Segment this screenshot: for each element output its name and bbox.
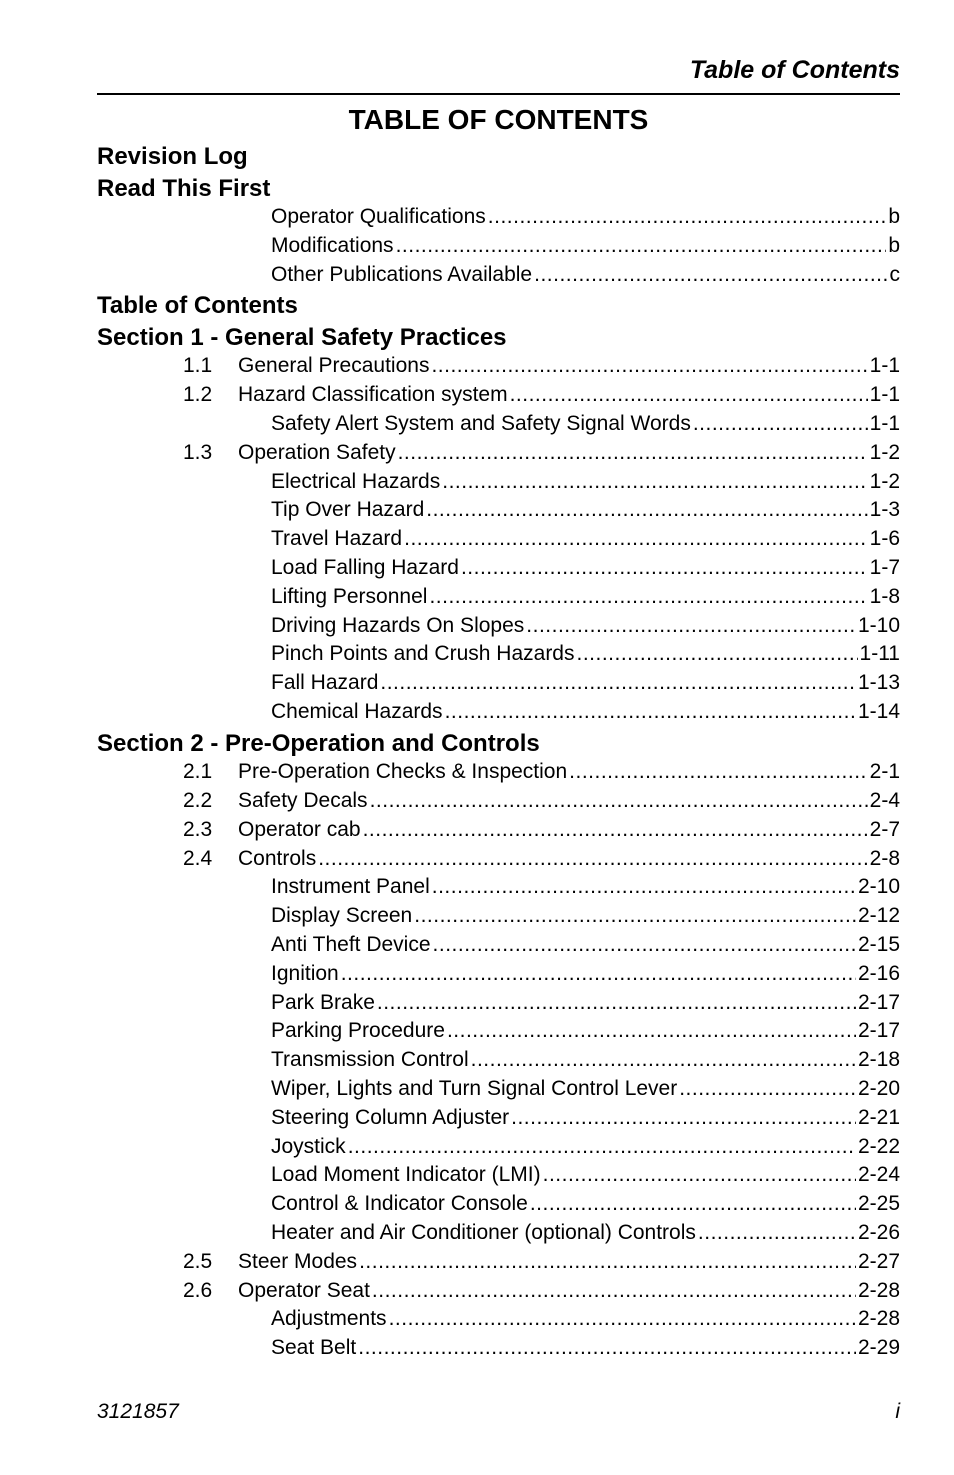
toc-entry[interactable] bbox=[97, 612, 900, 641]
dot-leader bbox=[358, 1336, 856, 1360]
dot-leader bbox=[445, 700, 856, 724]
page-number: i bbox=[895, 1400, 900, 1423]
toc-entry-line bbox=[271, 1106, 900, 1130]
toc-entry-page: 1-6 bbox=[869, 527, 900, 551]
toc-entry-line bbox=[271, 585, 900, 609]
toc-section-number: 2.6 bbox=[183, 1278, 213, 1302]
toc-entry-title: Load Falling Hazard bbox=[271, 555, 459, 579]
toc-entry-line bbox=[271, 933, 900, 957]
dot-leader bbox=[426, 498, 867, 522]
dot-leader bbox=[370, 789, 868, 813]
toc-entry-line bbox=[238, 383, 900, 407]
toc-entry-line bbox=[271, 962, 900, 986]
dot-leader bbox=[377, 991, 856, 1015]
toc-entry[interactable] bbox=[97, 525, 900, 554]
toc-entry-title: Lifting Personnel bbox=[271, 584, 428, 608]
toc-section-heading bbox=[97, 727, 900, 759]
toc-entry-page: 1-1 bbox=[869, 354, 900, 378]
toc-entry-page: 2-12 bbox=[857, 904, 900, 928]
toc-entry-title: Safety Alert System and Safety Signal Words bbox=[271, 411, 691, 435]
toc-entry-title: Electrical Hazards bbox=[271, 469, 441, 493]
dot-leader bbox=[569, 760, 867, 784]
toc-entry[interactable] bbox=[97, 1248, 900, 1277]
dot-leader bbox=[414, 904, 856, 928]
toc-entry-title: Other Publications Available bbox=[271, 262, 533, 286]
toc-section-number: 1.3 bbox=[183, 440, 213, 464]
toc-entry-title: Fall Hazard bbox=[271, 671, 379, 695]
dot-leader bbox=[693, 412, 868, 436]
page-title: TABLE OF CONTENTS bbox=[348, 104, 649, 135]
toc-entry-page: 2-26 bbox=[857, 1221, 900, 1244]
toc-entry-title: Pre-Operation Checks & Inspection bbox=[238, 760, 568, 784]
toc-entry-line bbox=[271, 671, 900, 695]
toc-entry-line bbox=[238, 354, 900, 378]
toc-entry-page: c bbox=[889, 262, 900, 286]
toc-heading-text: Section 1 - General Safety Practices bbox=[97, 323, 507, 351]
dot-leader bbox=[348, 1135, 856, 1159]
toc-entry-title: Controls bbox=[238, 846, 317, 870]
running-head: Table of Contents bbox=[689, 56, 900, 84]
toc-entry-line bbox=[271, 904, 900, 928]
toc-entry-page: 2-4 bbox=[869, 789, 900, 813]
toc-section-number: 2.2 bbox=[183, 789, 213, 813]
toc-entry[interactable] bbox=[97, 1075, 900, 1104]
toc-entry[interactable] bbox=[97, 1277, 900, 1306]
dot-leader bbox=[429, 585, 867, 609]
toc-entry-page: 2-18 bbox=[857, 1048, 900, 1072]
toc-entry-line bbox=[271, 1307, 900, 1331]
toc-entry[interactable] bbox=[97, 1219, 900, 1248]
toc-entry-title: Safety Decals bbox=[238, 789, 368, 813]
toc-entry[interactable] bbox=[97, 873, 900, 902]
toc-entry[interactable] bbox=[97, 1017, 900, 1046]
toc-entry[interactable] bbox=[97, 1334, 900, 1363]
toc-entry[interactable] bbox=[97, 232, 900, 261]
toc-entry-line bbox=[271, 1192, 900, 1216]
dot-leader bbox=[447, 1019, 856, 1043]
toc-entry[interactable] bbox=[97, 787, 900, 816]
toc-entry-line bbox=[238, 847, 900, 871]
toc-entry-title: Parking Procedure bbox=[271, 1019, 445, 1043]
toc-entry[interactable] bbox=[97, 989, 900, 1018]
dot-leader bbox=[372, 1279, 856, 1303]
toc-entry-page: b bbox=[888, 233, 900, 257]
toc-entry-title: Heater and Air Conditioner (optional) Controls bbox=[271, 1221, 696, 1244]
toc-entry-page: 2-10 bbox=[857, 875, 900, 899]
toc-entry-line bbox=[238, 818, 900, 842]
dot-leader bbox=[359, 1250, 856, 1274]
toc-entry-title: Hazard Classification system bbox=[238, 383, 508, 407]
toc-entry-page: 2-28 bbox=[857, 1278, 900, 1302]
toc-entry-line bbox=[238, 1250, 900, 1274]
toc-entry-line bbox=[271, 1019, 900, 1043]
toc-entry-page: 1-11 bbox=[859, 642, 900, 666]
toc-entry-page: 2-15 bbox=[857, 933, 900, 957]
toc-entry-page: 1-10 bbox=[857, 613, 900, 637]
toc-entry-page: 1-2 bbox=[869, 440, 900, 464]
dot-leader bbox=[396, 234, 887, 258]
toc-entry-page: 1-3 bbox=[869, 498, 900, 522]
toc-entry[interactable] bbox=[97, 845, 900, 874]
toc-entry-title: Travel Hazard bbox=[271, 527, 403, 551]
toc-entry[interactable] bbox=[97, 960, 900, 989]
toc-heading-text: Read This First bbox=[97, 174, 271, 202]
dot-leader bbox=[698, 1221, 856, 1245]
toc-entry[interactable] bbox=[97, 1305, 900, 1334]
toc-section-number: 2.4 bbox=[183, 846, 213, 870]
toc-entry-line bbox=[271, 1135, 900, 1159]
toc-section-heading bbox=[97, 140, 900, 172]
toc-entry-page: 2-28 bbox=[857, 1307, 900, 1331]
toc-entry-title: Seat Belt bbox=[271, 1336, 357, 1360]
toc-entry[interactable] bbox=[97, 203, 900, 232]
toc-entry-page: 2-24 bbox=[857, 1163, 900, 1187]
toc-entry-line bbox=[271, 1048, 900, 1072]
toc-entry[interactable] bbox=[97, 468, 900, 497]
toc-entry-title: Chemical Hazards bbox=[271, 699, 443, 723]
toc-entry-page: 1-1 bbox=[869, 411, 900, 435]
toc-entry-line bbox=[271, 556, 900, 580]
dot-leader bbox=[511, 1106, 856, 1130]
toc-entry-page: 1-13 bbox=[857, 671, 900, 695]
toc-entry[interactable] bbox=[97, 583, 900, 612]
header-rule bbox=[97, 93, 900, 95]
toc-entry[interactable] bbox=[97, 640, 900, 669]
toc-entry-title: Ignition bbox=[271, 961, 339, 985]
toc-entry-line bbox=[271, 614, 900, 638]
dot-leader bbox=[543, 1163, 856, 1187]
toc-entry-page: 2-17 bbox=[857, 990, 900, 1014]
toc-entry-title: Operator cab bbox=[238, 817, 361, 841]
toc-section-heading bbox=[97, 172, 900, 204]
toc-entry-line bbox=[271, 642, 900, 666]
toc-entry-line bbox=[271, 700, 900, 724]
dot-leader bbox=[398, 441, 868, 465]
toc-entry-title: Load Moment Indicator (LMI) bbox=[271, 1163, 541, 1187]
toc-entry-page: 2-29 bbox=[857, 1336, 900, 1360]
toc-entry-title: Steer Modes bbox=[238, 1249, 358, 1273]
toc-heading-text: Table of Contents bbox=[97, 292, 298, 320]
dot-leader bbox=[510, 383, 868, 407]
toc-entry[interactable] bbox=[97, 758, 900, 787]
dot-leader bbox=[433, 933, 856, 957]
dot-leader bbox=[431, 354, 867, 378]
toc-entry[interactable] bbox=[97, 931, 900, 960]
dot-leader bbox=[318, 847, 867, 871]
toc-entry-page: 2-8 bbox=[869, 846, 900, 870]
toc-entry[interactable] bbox=[97, 410, 900, 439]
toc-entry-page: 2-20 bbox=[857, 1077, 900, 1101]
toc-entry-page: 2-27 bbox=[857, 1249, 900, 1273]
dot-leader bbox=[530, 1192, 856, 1216]
toc-entry[interactable] bbox=[97, 1133, 900, 1162]
toc-entry-title: Pinch Points and Crush Hazards bbox=[271, 642, 575, 666]
toc-entry-title: Tip Over Hazard bbox=[271, 498, 425, 522]
toc-entry-title: Park Brake bbox=[271, 990, 375, 1014]
toc-entry[interactable] bbox=[97, 1190, 900, 1219]
toc-entry-title: Operator Qualifications bbox=[271, 205, 486, 228]
dot-leader bbox=[363, 818, 868, 842]
dot-leader bbox=[526, 614, 856, 638]
toc-entry[interactable] bbox=[97, 381, 900, 410]
toc-entry-title: Driving Hazards On Slopes bbox=[271, 613, 525, 637]
toc-entry[interactable] bbox=[97, 261, 900, 290]
dot-leader bbox=[442, 470, 867, 494]
toc-entry-page: 2-17 bbox=[857, 1019, 900, 1043]
toc-list bbox=[97, 140, 900, 1363]
toc-entry[interactable] bbox=[97, 698, 900, 727]
toc-section-heading bbox=[97, 321, 900, 353]
toc-entry-line bbox=[271, 412, 900, 436]
toc-section-number: 2.1 bbox=[183, 760, 213, 784]
toc-entry-page: 1-8 bbox=[869, 584, 900, 608]
toc-heading-text: Section 2 - Pre-Operation and Controls bbox=[97, 729, 540, 757]
toc-entry-line bbox=[271, 498, 900, 522]
toc-heading-text: Revision Log bbox=[97, 143, 248, 170]
dot-leader bbox=[341, 962, 856, 986]
toc-entry-title: Operator Seat bbox=[238, 1278, 370, 1302]
toc-entry[interactable] bbox=[97, 1161, 900, 1190]
toc-entry[interactable] bbox=[97, 1046, 900, 1075]
toc-entry[interactable] bbox=[97, 554, 900, 583]
toc-section-number: 2.5 bbox=[183, 1249, 213, 1273]
toc-entry-title: Anti Theft Device bbox=[271, 933, 431, 957]
toc-entry-title: Operation Safety bbox=[238, 440, 396, 464]
toc-entry-line bbox=[271, 205, 900, 229]
toc-section-number: 1.2 bbox=[183, 383, 213, 407]
dot-leader bbox=[432, 875, 856, 899]
toc-entry-title: Steering Column Adjuster bbox=[271, 1105, 510, 1129]
toc-entry-line bbox=[271, 875, 900, 899]
toc-entry-line bbox=[271, 234, 900, 258]
toc-section-number: 2.3 bbox=[183, 817, 213, 841]
toc-entry-page: 1-2 bbox=[869, 469, 900, 493]
toc-entry[interactable] bbox=[97, 1104, 900, 1133]
toc-entry-line bbox=[271, 527, 900, 551]
toc-entry-page: 1-7 bbox=[869, 555, 900, 579]
document-number: 3121857 bbox=[97, 1400, 179, 1423]
toc-entry-line bbox=[271, 1336, 900, 1360]
dot-leader bbox=[404, 527, 868, 551]
toc-entry-line bbox=[271, 1163, 900, 1187]
toc-entry-page: 2-16 bbox=[857, 961, 900, 985]
toc-entry-page: 2-21 bbox=[857, 1105, 900, 1129]
toc-entry-title: Display Screen bbox=[271, 904, 413, 928]
toc-entry-title: Control & Indicator Console bbox=[271, 1192, 528, 1216]
toc-entry-page: 2-25 bbox=[857, 1192, 900, 1216]
toc-entry-title: Adjustments bbox=[271, 1307, 387, 1331]
toc-entry-page: 2-22 bbox=[857, 1134, 900, 1158]
toc-entry[interactable] bbox=[97, 496, 900, 525]
toc-entry-line bbox=[238, 441, 900, 465]
toc-entry-line bbox=[271, 470, 900, 494]
dot-leader bbox=[389, 1307, 856, 1331]
toc-entry[interactable] bbox=[97, 669, 900, 698]
dot-leader bbox=[534, 263, 887, 287]
toc-entry-page: 1-1 bbox=[869, 383, 900, 407]
toc-entry-page: 2-7 bbox=[869, 817, 900, 841]
toc-entry[interactable] bbox=[97, 816, 900, 845]
toc-entry[interactable] bbox=[97, 902, 900, 931]
toc-entry-title: Joystick bbox=[271, 1134, 346, 1158]
toc-entry-line bbox=[271, 263, 900, 287]
toc-entry-line bbox=[271, 1077, 900, 1101]
toc-entry-line bbox=[271, 1221, 900, 1245]
toc-entry-page: b bbox=[888, 205, 900, 228]
toc-entry-page: 1-14 bbox=[857, 699, 900, 723]
toc-section-heading bbox=[97, 289, 900, 321]
toc-section-number: 1.1 bbox=[183, 354, 213, 378]
toc-entry-page: 2-1 bbox=[869, 760, 900, 784]
dot-leader bbox=[679, 1077, 856, 1101]
dot-leader bbox=[488, 205, 887, 229]
dot-leader bbox=[577, 642, 858, 666]
toc-entry-title: General Precautions bbox=[238, 354, 430, 378]
toc-entry-line bbox=[238, 760, 900, 784]
toc-entry-line bbox=[271, 991, 900, 1015]
toc-entry-title: Transmission Control bbox=[271, 1048, 469, 1072]
toc-entry-title: Modifications bbox=[271, 233, 394, 257]
dot-leader bbox=[380, 671, 856, 695]
toc-entry[interactable] bbox=[97, 352, 900, 381]
toc-entry-line bbox=[238, 1279, 900, 1303]
dot-leader bbox=[471, 1048, 856, 1072]
toc-entry-title: Wiper, Lights and Turn Signal Control Lever bbox=[271, 1077, 678, 1101]
toc-entry-title: Instrument Panel bbox=[271, 875, 430, 899]
toc-entry-line bbox=[238, 789, 900, 813]
toc-entry[interactable] bbox=[97, 439, 900, 468]
dot-leader bbox=[461, 556, 868, 580]
